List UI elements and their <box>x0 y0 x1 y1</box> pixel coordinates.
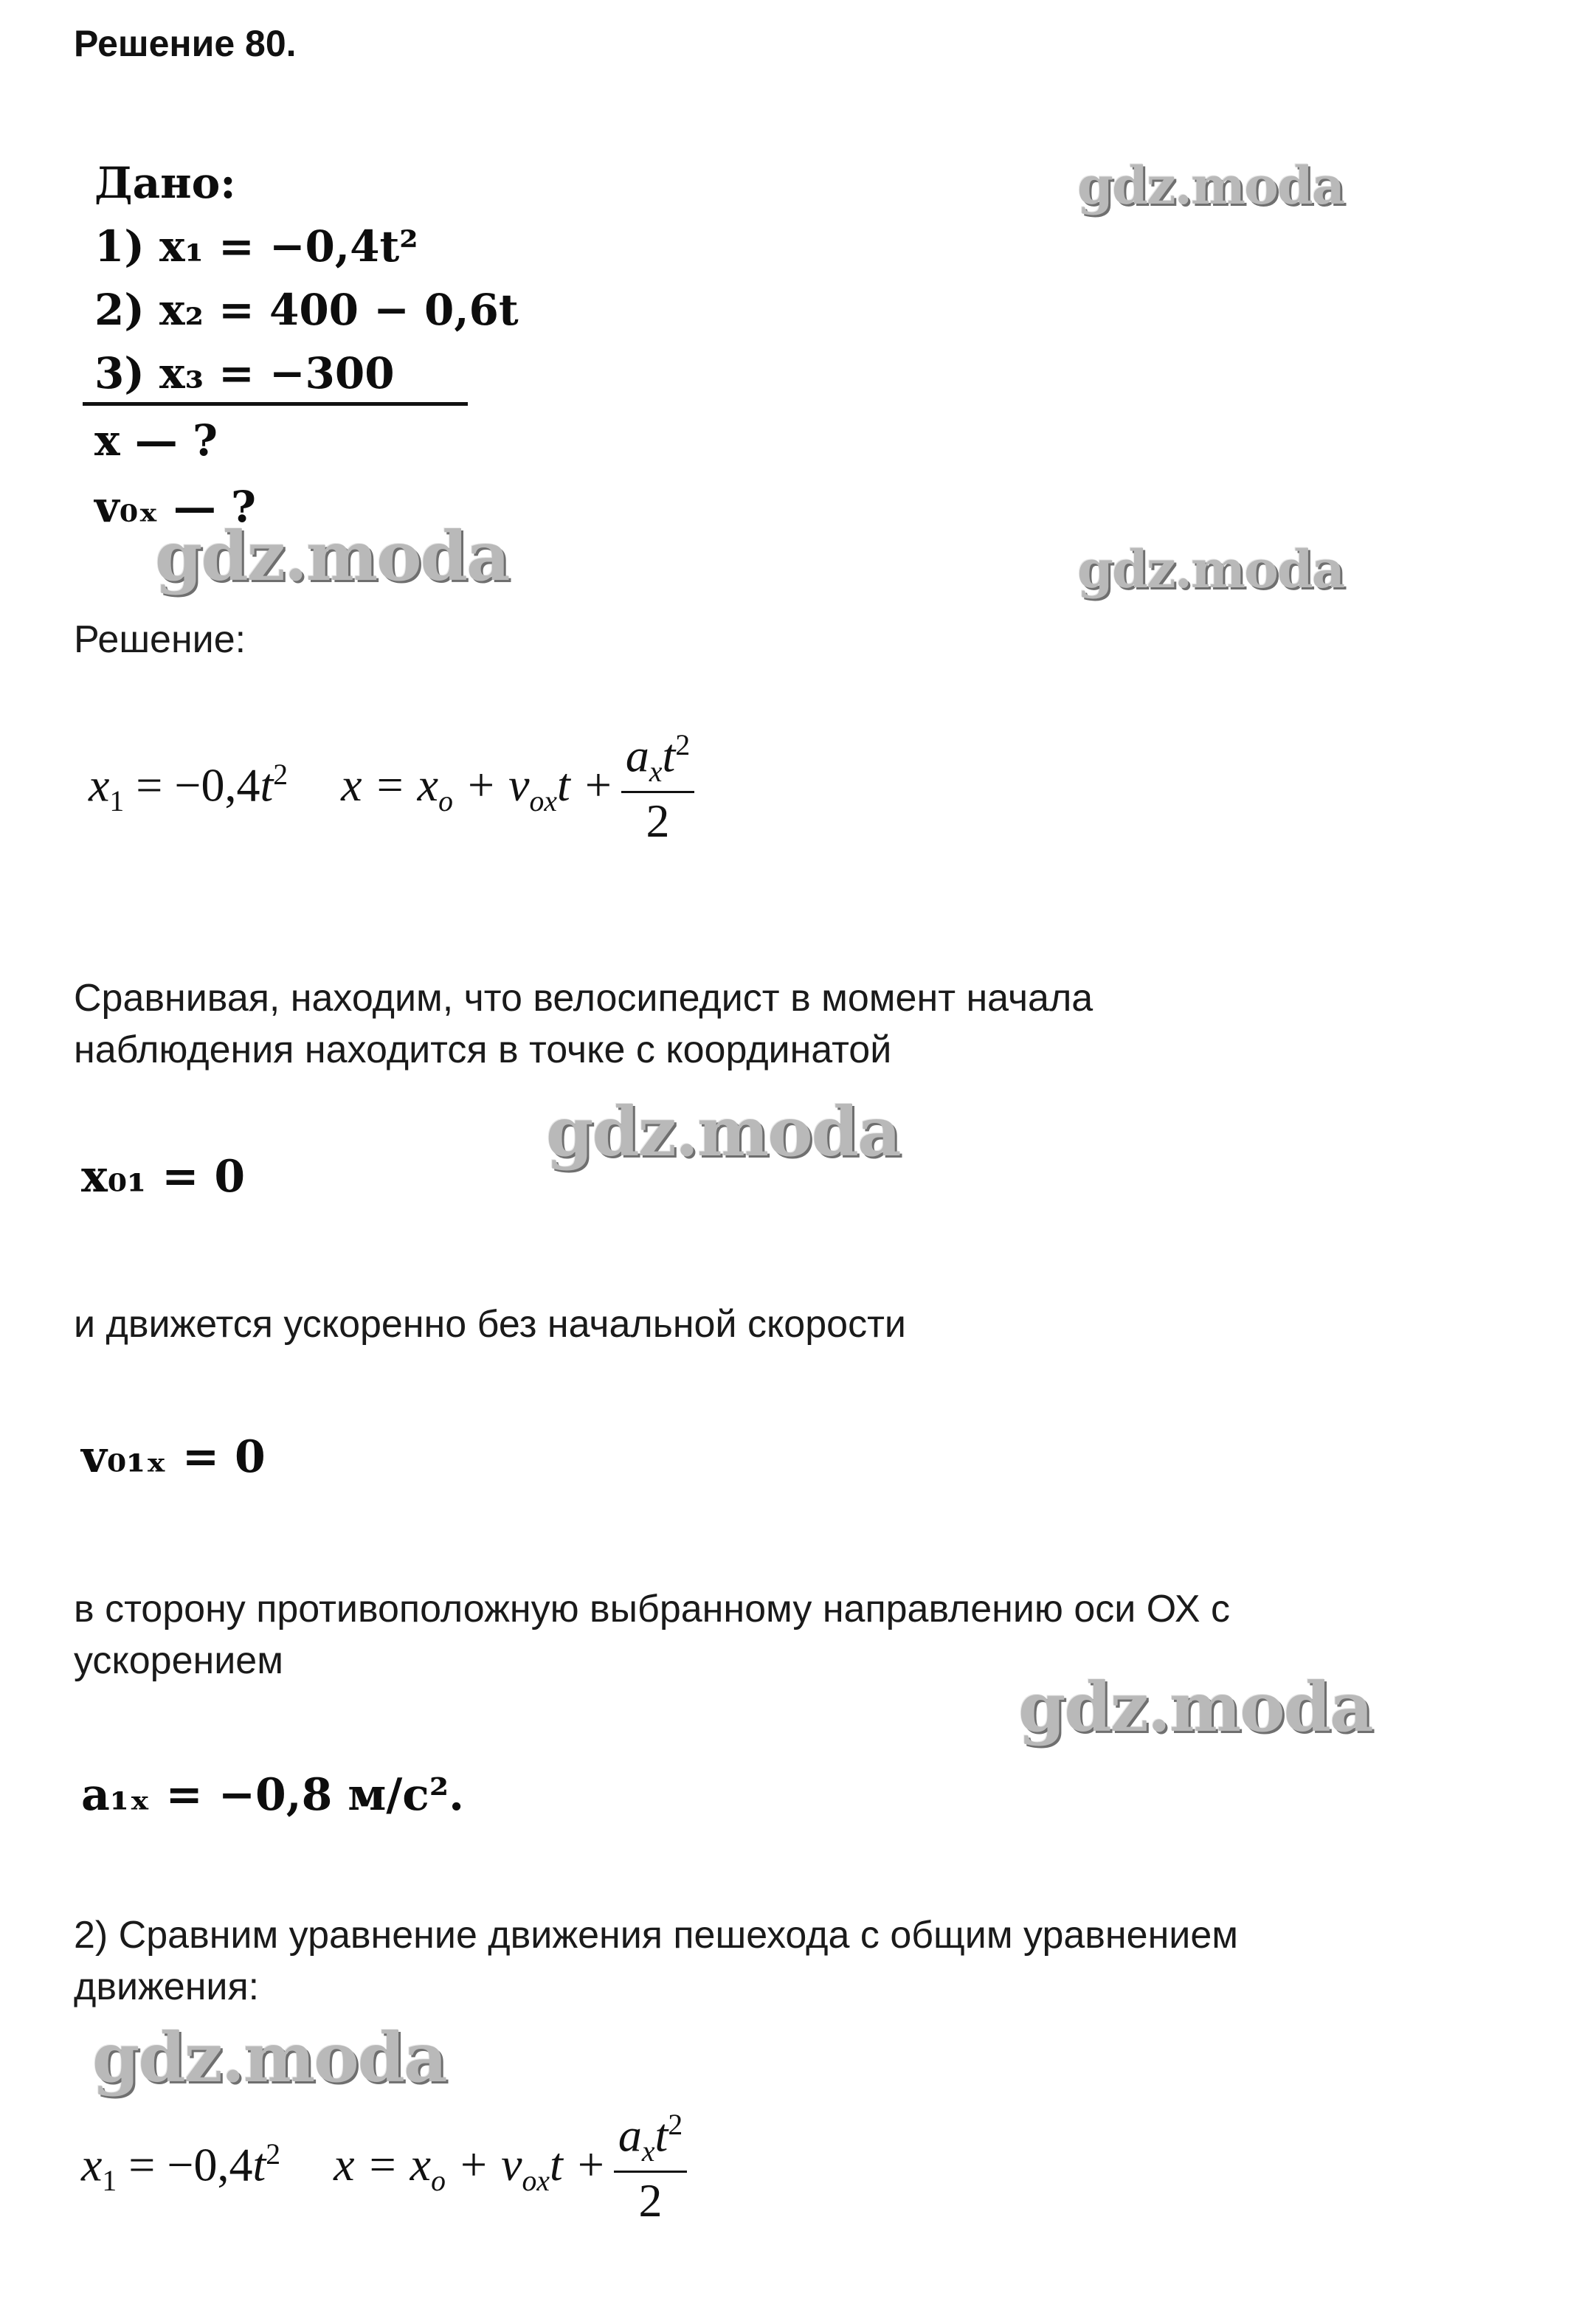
result-a1x: a₁ₓ = −0,8 м/с². <box>81 1769 464 1821</box>
given-block <box>94 151 519 405</box>
given-item-1: 1) x₁ = −0,4t² <box>94 221 418 272</box>
solution-label: Решение: <box>74 618 246 661</box>
paragraph-direction: в сторону противоположную выбранному направлению оси ОХ с ускорением <box>74 1588 1231 1682</box>
result-v01x: v₀₁ₓ = 0 <box>81 1431 266 1483</box>
watermark: gdz.moda <box>546 1092 900 1172</box>
given-divider <box>83 402 468 406</box>
watermark: gdz.moda <box>1018 1667 1372 1747</box>
formula-1: $x_1 = -0,4t^2$ $x = x_o + v_{ox}t$ + $\frac{a_xt^2}{2}$ <box>89 730 694 845</box>
given-item-3: 3) x₃ = −300 <box>94 348 395 398</box>
solution-title: Решение 80. <box>74 23 297 64</box>
paragraph-pedestrian: 2) Сравним уравнение движения пешехода с общим уравнением движения: <box>74 1914 1239 2008</box>
given-item-2: 2) x₂ = 400 − 0,6t <box>94 285 519 335</box>
watermark: gdz.moda <box>1077 155 1344 216</box>
watermark: gdz.moda <box>155 516 509 596</box>
formula-2: $x_1 = -0,4t^2$ $x = x_o + v_{ox}t$ + $\frac{a_xt^2}{2}$ <box>81 2110 687 2225</box>
find-item-1: x — ? <box>94 415 218 466</box>
watermark: gdz.moda <box>1077 539 1344 600</box>
find-item-2: v₀ₓ — ? <box>94 482 257 532</box>
watermark: gdz.moda <box>92 2018 446 2098</box>
paragraph-compare: Сравнивая, находим, что велосипедист в момент начала наблюдения находится в точке с координатой <box>74 977 1093 1071</box>
paragraph-motion: и движется ускоренно без начальной скорости <box>74 1303 906 1346</box>
given-header: Дано: <box>94 158 236 208</box>
result-x01: x₀₁ = 0 <box>81 1151 246 1203</box>
